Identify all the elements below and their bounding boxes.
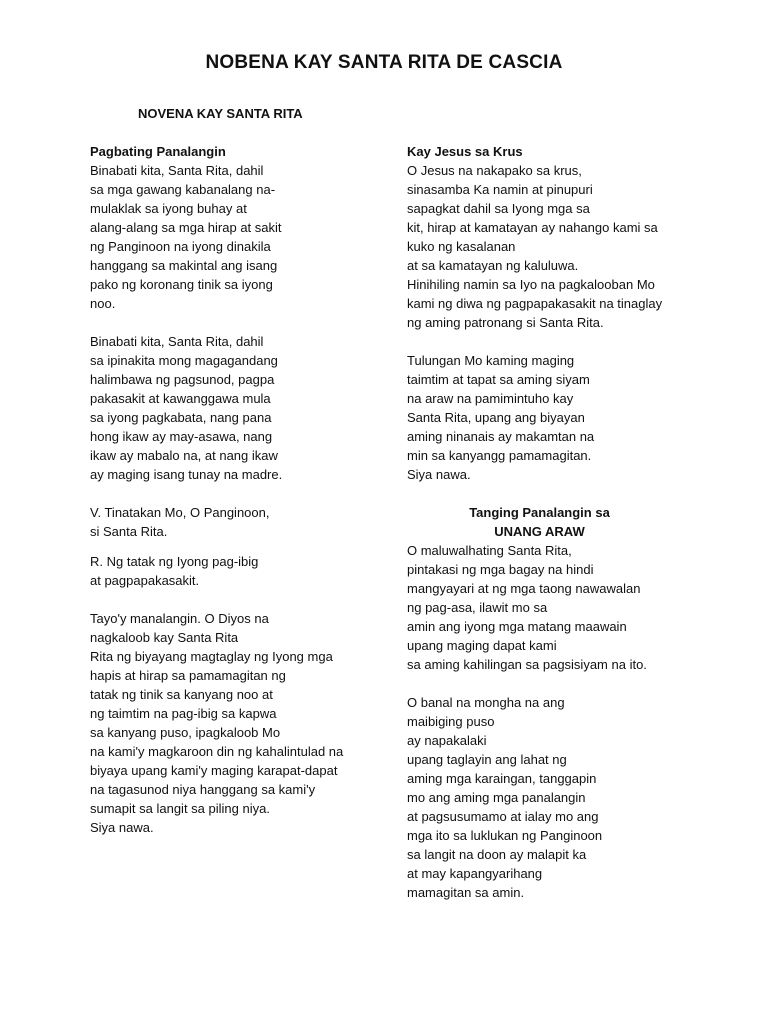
text-line: sumapit sa langit sa piling niya. (90, 801, 270, 816)
left-paragraph (90, 161, 380, 313)
text-line: Binabati kita, Santa Rita, dahil (90, 163, 264, 178)
left-paragraphs (90, 161, 380, 837)
section-heading-kay-jesus-sa-krus: Kay Jesus sa Krus (407, 144, 523, 159)
text-line: sa kanyang puso, ipagkaloob Mo (90, 725, 281, 740)
left-paragraph (90, 609, 380, 837)
text-line: hong ikaw ay may-asawa, nang (90, 429, 273, 444)
text-line: mo ang aming mga panalangin (407, 790, 586, 805)
text-line: kuko ng kasalanan (407, 239, 516, 254)
text-line: ng Panginoon na iyong dinakila (90, 239, 271, 254)
text-line: R. Ng tatak ng Iyong pag-ibig (90, 554, 259, 569)
text-line: Tulungan Mo kaming maging (407, 353, 575, 368)
text-line: ikaw ay mabalo na, at nang ikaw (90, 448, 278, 463)
right-column (407, 142, 697, 921)
text-line: O banal na mongha na ang (407, 695, 565, 710)
text-line: si Santa Rita. (90, 524, 168, 539)
right2-paragraph (407, 541, 697, 674)
text-line: at pagpapakasakit. (90, 573, 200, 588)
text-line: V. Tinatakan Mo, O Panginoon, (90, 505, 270, 520)
text-line: at pagsusumamo at ialay mo ang (407, 809, 599, 824)
text-line: O Jesus na nakapako sa krus, (407, 163, 582, 178)
section-heading-pagbating-panalangin: Pagbating Panalangin (90, 144, 226, 159)
text-line: nagkaloob kay Santa Rita (90, 630, 239, 645)
text-line: Siya nawa. (407, 467, 471, 482)
text-line: Tayo'y manalangin. O Diyos na (90, 611, 269, 626)
right2-paragraph (407, 693, 697, 902)
text-line: aming mga karaingan, tanggapin (407, 771, 597, 786)
text-line: maibiging puso (407, 714, 495, 729)
text-line: upang taglayin ang lahat ng (407, 752, 567, 767)
left-column (90, 104, 380, 856)
text-line: na tagasunod niya hanggang sa kami'y (90, 782, 316, 797)
text-line: at may kapangyarihang (407, 866, 543, 881)
text-line: Siya nawa. (90, 820, 154, 835)
text-line: ng pag-asa, ilawit mo sa (407, 600, 548, 615)
text-line: Santa Rita, upang ang biyayan (407, 410, 585, 425)
right-paragraphs (407, 161, 697, 484)
text-line: sa aming kahilingan sa pagsisiyam na ito. (407, 657, 647, 672)
text-line: sa iyong pagkabata, nang pana (90, 410, 272, 425)
text-line: hapis at hirap sa pamamagitan ng (90, 668, 286, 683)
text-line: na kami'y magkaroon din ng kahalintulad na (90, 744, 344, 759)
text-line: pako ng koronang tinik sa iyong (90, 277, 273, 292)
text-line: min sa kanyangg pamamagitan. (407, 448, 592, 463)
text-line: aming ninanais ay makamtan na (407, 429, 595, 444)
text-line: alang-alang sa mga hirap at sakit (90, 220, 282, 235)
right-paragraphs-2 (407, 541, 697, 902)
text-line: sinasamba Ka namin at pinupuri (407, 182, 593, 197)
text-line: amin ang iyong mga matang maawain (407, 619, 627, 634)
page-title: NOBENA KAY SANTA RITA DE CASCIA (205, 52, 563, 73)
text-line: O maluwalhating Santa Rita, (407, 543, 572, 558)
text-line: ay maging isang tunay na madre. (90, 467, 283, 482)
text-line: ng taimtim na pag-ibig sa kapwa (90, 706, 277, 721)
text-line: kit, hirap at kamatayan ay nahango kami sa (407, 220, 658, 235)
text-line: Hinihiling namin sa Iyo na pagkalooban Mo (407, 277, 655, 292)
section-heading-tanging-panalangin: Tanging Panalangin sa (469, 505, 610, 520)
left-paragraph (90, 552, 380, 590)
left-paragraph (90, 332, 380, 484)
text-line: mamagitan sa amin. (407, 885, 525, 900)
text-line: noo. (90, 296, 116, 311)
right-paragraph (407, 161, 697, 332)
text-line: pintakasi ng mga bagay na hindi (407, 562, 594, 577)
text-line: at sa kamatayan ng kaluluwa. (407, 258, 579, 273)
text-line: biyaya upang kami'y maging karapat-dapat (90, 763, 338, 778)
text-line: mangyayari at ng mga taong nawawalan (407, 581, 641, 596)
text-line: na araw na pamimintuho kay (407, 391, 574, 406)
text-line: mga ito sa luklukan ng Panginoon (407, 828, 603, 843)
text-line: ay napakalaki (407, 733, 487, 748)
left-paragraph (90, 503, 380, 541)
text-line: halimbawa ng pagsunod, pagpa (90, 372, 275, 387)
text-line: pakasakit at kawanggawa mula (90, 391, 271, 406)
text-line: ng aming patronang si Santa Rita. (407, 315, 604, 330)
text-line: sa mga gawang kabanalang na- (90, 182, 276, 197)
text-line: sa langit na doon ay malapit ka (407, 847, 587, 862)
text-line: mulaklak sa iyong buhay at (90, 201, 247, 216)
text-line: taimtim at tapat sa aming siyam (407, 372, 590, 387)
right-paragraph (407, 351, 697, 484)
text-line: sapagkat dahil sa Iyong mga sa (407, 201, 590, 216)
text-line: Rita ng biyayang magtaglay ng Iyong mga (90, 649, 333, 664)
text-line: upang maging dapat kami (407, 638, 557, 653)
text-line: tatak ng tinik sa kanyang noo at (90, 687, 273, 702)
text-line: hanggang sa makintal ang isang (90, 258, 278, 273)
text-line: sa ipinakita mong magagandang (90, 353, 278, 368)
novena-subtitle: NOVENA KAY SANTA RITA (138, 106, 303, 121)
text-line: Binabati kita, Santa Rita, dahil (90, 334, 264, 349)
text-line: kami ng diwa ng pagpapakasakit na tinaglay (407, 296, 663, 311)
section-heading-unang-araw: UNANG ARAW (494, 524, 585, 539)
